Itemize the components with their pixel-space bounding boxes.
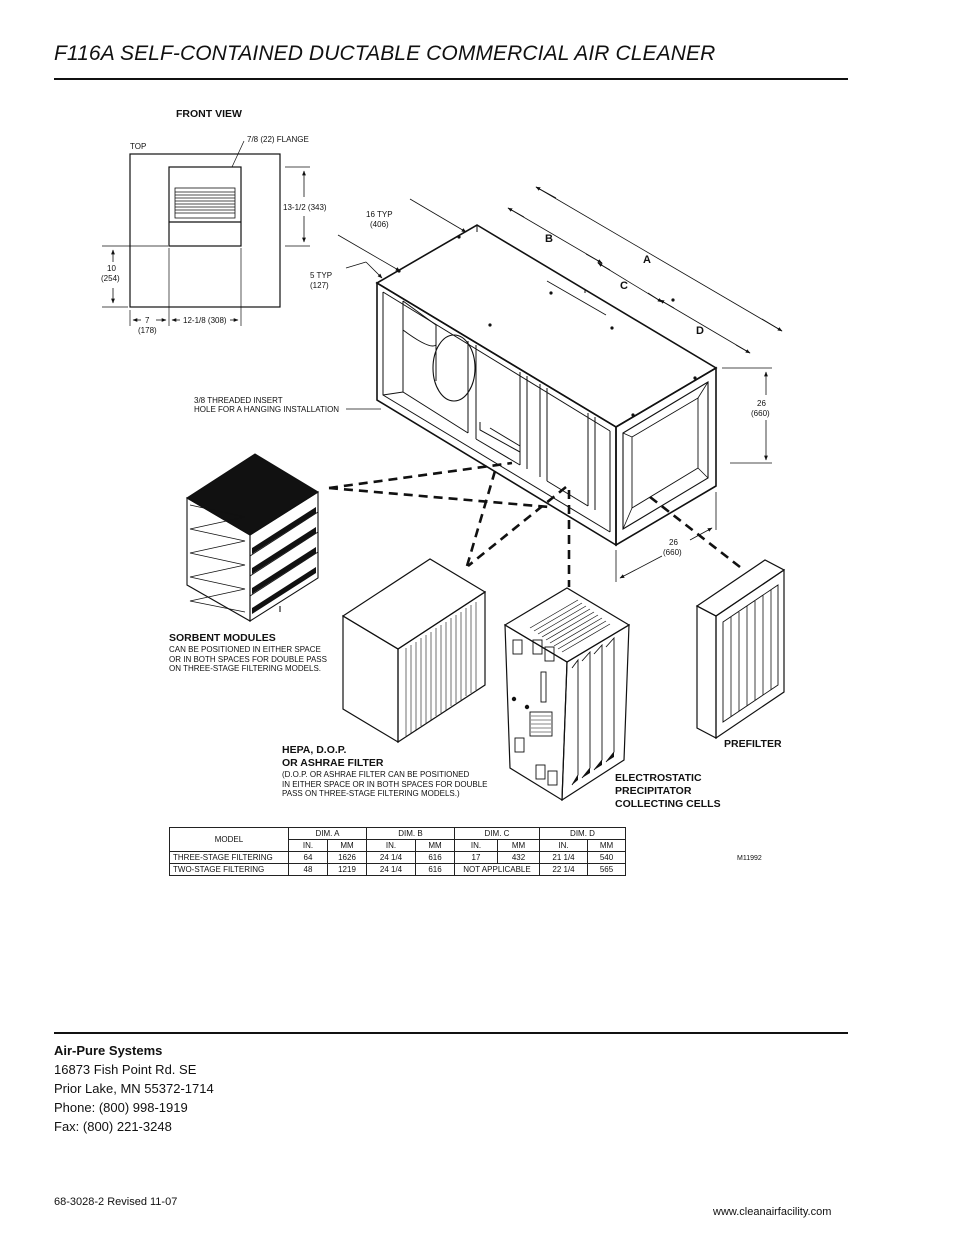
esp-heading-2: PRECIPITATOR — [615, 785, 692, 797]
unit-in: IN. — [455, 840, 498, 852]
hepa-note-line3: PASS ON THREE-STAGE FILTERING MODELS.) — [282, 789, 460, 798]
front-view-opening — [169, 167, 241, 246]
side-height-mm: (254) — [101, 274, 120, 283]
opening-height-label: 13-1/2 (343) — [283, 203, 327, 212]
unit-in: IN. — [289, 840, 328, 852]
insert-label-line2: HOLE FOR A HANGING INSTALLATION — [194, 405, 340, 414]
insert-label-line1: 3/8 THREADED INSERT — [194, 396, 283, 405]
dim-a-header: DIM. A — [289, 828, 367, 840]
dim-b-label: B — [545, 233, 553, 245]
dim-d-in: 21 1/4 — [540, 852, 588, 864]
front-view-louvers — [175, 192, 235, 213]
flange-label: 7/8 (22) FLANGE — [247, 135, 309, 144]
esp-heading-3: COLLECTING CELLS — [615, 798, 721, 810]
typ16-mm: (406) — [370, 220, 389, 229]
dim-d-in: 22 1/4 — [540, 864, 588, 876]
prefilter-drawing — [697, 560, 784, 738]
cabinet-isometric — [377, 225, 716, 545]
opening-width-label: 12-1/8 (308) — [183, 316, 227, 325]
esp-heading-1: ELECTROSTATIC — [615, 772, 702, 784]
typ16-in: 16 TYP — [366, 210, 393, 219]
depth-mm: (660) — [663, 548, 682, 557]
dim-d-label: D — [696, 325, 704, 337]
hepa-caption — [282, 744, 488, 799]
table-row — [170, 852, 626, 864]
front-view — [102, 141, 310, 326]
company-name: Air-Pure Systems — [54, 1043, 163, 1058]
dim-a-mm: 1626 — [328, 852, 367, 864]
dim-a-mm: 1219 — [328, 864, 367, 876]
height-mm: (660) — [751, 409, 770, 418]
sorbent-note-line2: OR IN BOTH SPACES FOR DOUBLE PASS — [169, 654, 327, 664]
front-view-heading: FRONT VIEW — [176, 108, 242, 120]
dim-b-mm: 616 — [416, 852, 455, 864]
cabinet-end — [616, 368, 716, 545]
sorbent-heading: SORBENT MODULES — [169, 632, 276, 644]
hepa-filter-drawing — [343, 559, 485, 742]
sorbent-caption — [169, 632, 327, 674]
dim-c-header: DIM. C — [455, 828, 540, 840]
hepa-note-line2: IN EITHER SPACE OR IN BOTH SPACES FOR DOUBLE — [282, 779, 488, 789]
dim-a-in: 64 — [289, 852, 328, 864]
dimension-table — [169, 827, 626, 876]
sorbent-note-line3: ON THREE-STAGE FILTERING MODELS. — [169, 664, 322, 673]
phone-number: Phone: (800) 998-1919 — [54, 1100, 188, 1115]
unit-mm: MM — [328, 840, 367, 852]
sorbent-note-line1: CAN BE POSITIONED IN EITHER SPACE — [169, 645, 321, 654]
dim-d-mm: 540 — [588, 852, 626, 864]
sorbent-modules-drawing — [187, 454, 318, 621]
top-label: TOP — [130, 142, 147, 151]
side-height-in: 10 — [107, 264, 116, 273]
website-link[interactable]: www.cleanairfacility.com — [713, 1206, 832, 1218]
component-leaders — [329, 463, 740, 587]
model-header: MODEL — [170, 828, 289, 852]
dim-b-mm: 616 — [416, 864, 455, 876]
unit-in: IN. — [540, 840, 588, 852]
hepa-heading-2: OR ASHRAE FILTER — [282, 757, 384, 769]
left-offset-in: 7 — [145, 316, 150, 325]
table-header-row — [170, 828, 626, 840]
hepa-note-line1: (D.O.P. OR ASHRAE FILTER CAN BE POSITIONED — [282, 770, 470, 779]
dim-c-mm: 432 — [498, 852, 540, 864]
fax-number: Fax: (800) 221-3248 — [54, 1119, 172, 1134]
document-number: 68-3028-2 Revised 11-07 — [54, 1196, 178, 1208]
typ5-mm: (127) — [310, 281, 329, 290]
model-name: THREE-STAGE FILTERING — [170, 852, 289, 864]
depth-in: 26 — [669, 538, 678, 547]
model-name: TWO-STAGE FILTERING — [170, 864, 289, 876]
page-title: F116A SELF-CONTAINED DUCTABLE COMMERCIAL AIR CLEANER — [54, 42, 716, 65]
figure-code: M11992 — [737, 855, 762, 862]
prefilter-caption: PREFILTER — [724, 738, 782, 750]
dim-c-in: 17 — [455, 852, 498, 864]
unit-mm: MM — [588, 840, 626, 852]
hepa-heading-1: HEPA, D.O.P. — [282, 744, 347, 756]
street-address: 16873 Fish Point Rd. SE — [54, 1062, 197, 1077]
cabinet-front — [377, 283, 616, 545]
dim-d-header: DIM. D — [540, 828, 626, 840]
dim-c-label: C — [620, 280, 628, 292]
typ5-in: 5 TYP — [310, 271, 333, 280]
contact-block — [54, 1041, 214, 1136]
city-address: Prior Lake, MN 55372-1714 — [54, 1081, 214, 1096]
esp-caption — [615, 772, 721, 811]
esp-cells-drawing — [505, 588, 629, 800]
dim-b-in: 24 1/4 — [367, 864, 416, 876]
dim-a-in: 48 — [289, 864, 328, 876]
footer-rule — [54, 1032, 848, 1034]
dim-b-header: DIM. B — [367, 828, 455, 840]
unit-mm: MM — [416, 840, 455, 852]
left-offset-mm: (178) — [138, 326, 157, 335]
dim-a-label: A — [643, 254, 651, 266]
dim-b-in: 24 1/4 — [367, 852, 416, 864]
unit-in: IN. — [367, 840, 416, 852]
front-view-outline — [130, 154, 280, 307]
height-in: 26 — [757, 399, 766, 408]
table-row — [170, 864, 626, 876]
dim-c-not-applicable: NOT APPLICABLE — [455, 864, 540, 876]
unit-mm: MM — [498, 840, 540, 852]
dim-d-mm: 565 — [588, 864, 626, 876]
